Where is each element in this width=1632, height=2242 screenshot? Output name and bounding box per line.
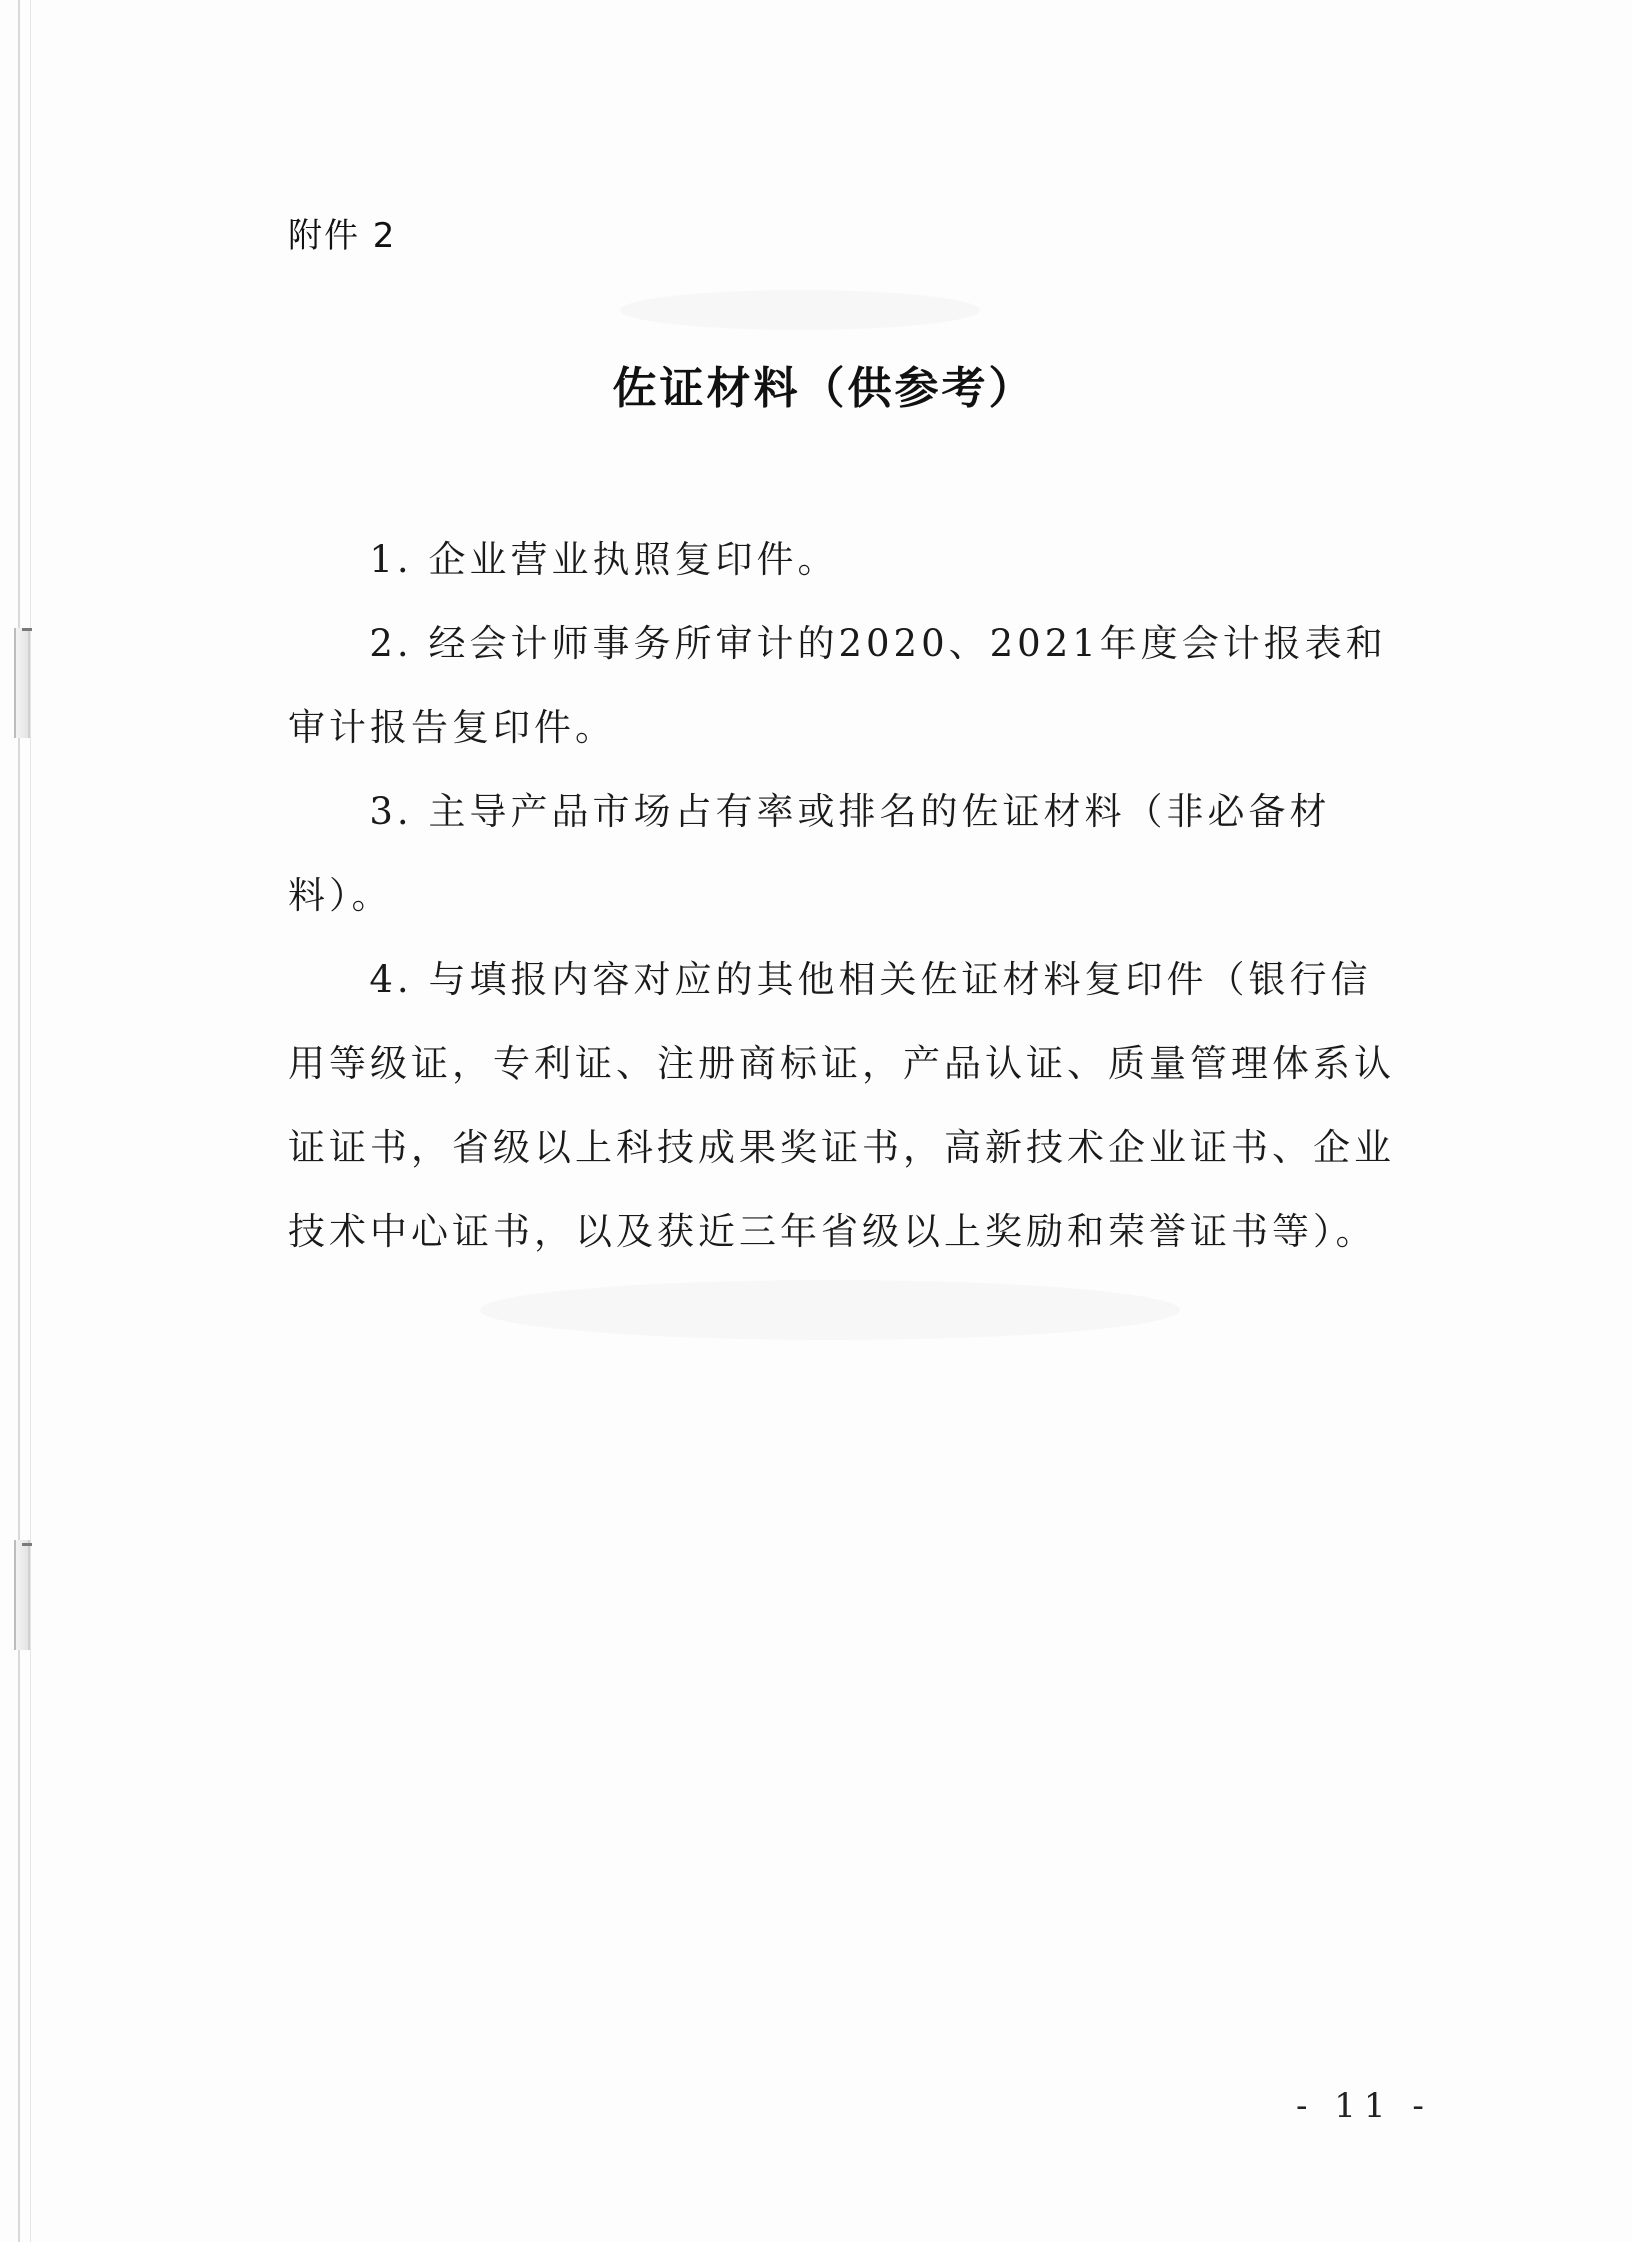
staple-mark-bottom xyxy=(14,1540,30,1650)
document-body xyxy=(288,518,1408,1274)
list-item: 4. 与填报内容对应的其他相关佐证材料复印件（银行信用等级证，专利证、注册商标证，产品认证、质量管理体系认证证书，省级以上科技成果奖证书，高新技术企业证书、企业技术中心证书，以及获近三年省级以上奖励和荣誉证书等）。 xyxy=(288,958,1395,1253)
document-title: 佐证材料（供参考） xyxy=(612,363,1036,414)
staple-tick-top xyxy=(22,628,32,631)
staple-mark-top xyxy=(14,628,30,738)
list-item: 1. 企业营业执照复印件。 xyxy=(369,538,839,581)
page-number: - 11 - xyxy=(1296,2086,1432,2126)
binding-edge xyxy=(18,0,20,2242)
binding-edge-inner xyxy=(30,0,31,2242)
staple-tick-bottom xyxy=(22,1543,32,1546)
attachment-label: 附件 2 xyxy=(288,216,397,256)
scan-smudge xyxy=(480,1280,1180,1340)
list-item: 2. 经会计师事务所审计的2020、2021年度会计报表和审计报告复印件。 xyxy=(288,622,1387,749)
scan-smudge xyxy=(620,290,980,330)
list-item: 3. 主导产品市场占有率或排名的佐证材料（非必备材料）。 xyxy=(288,790,1331,917)
